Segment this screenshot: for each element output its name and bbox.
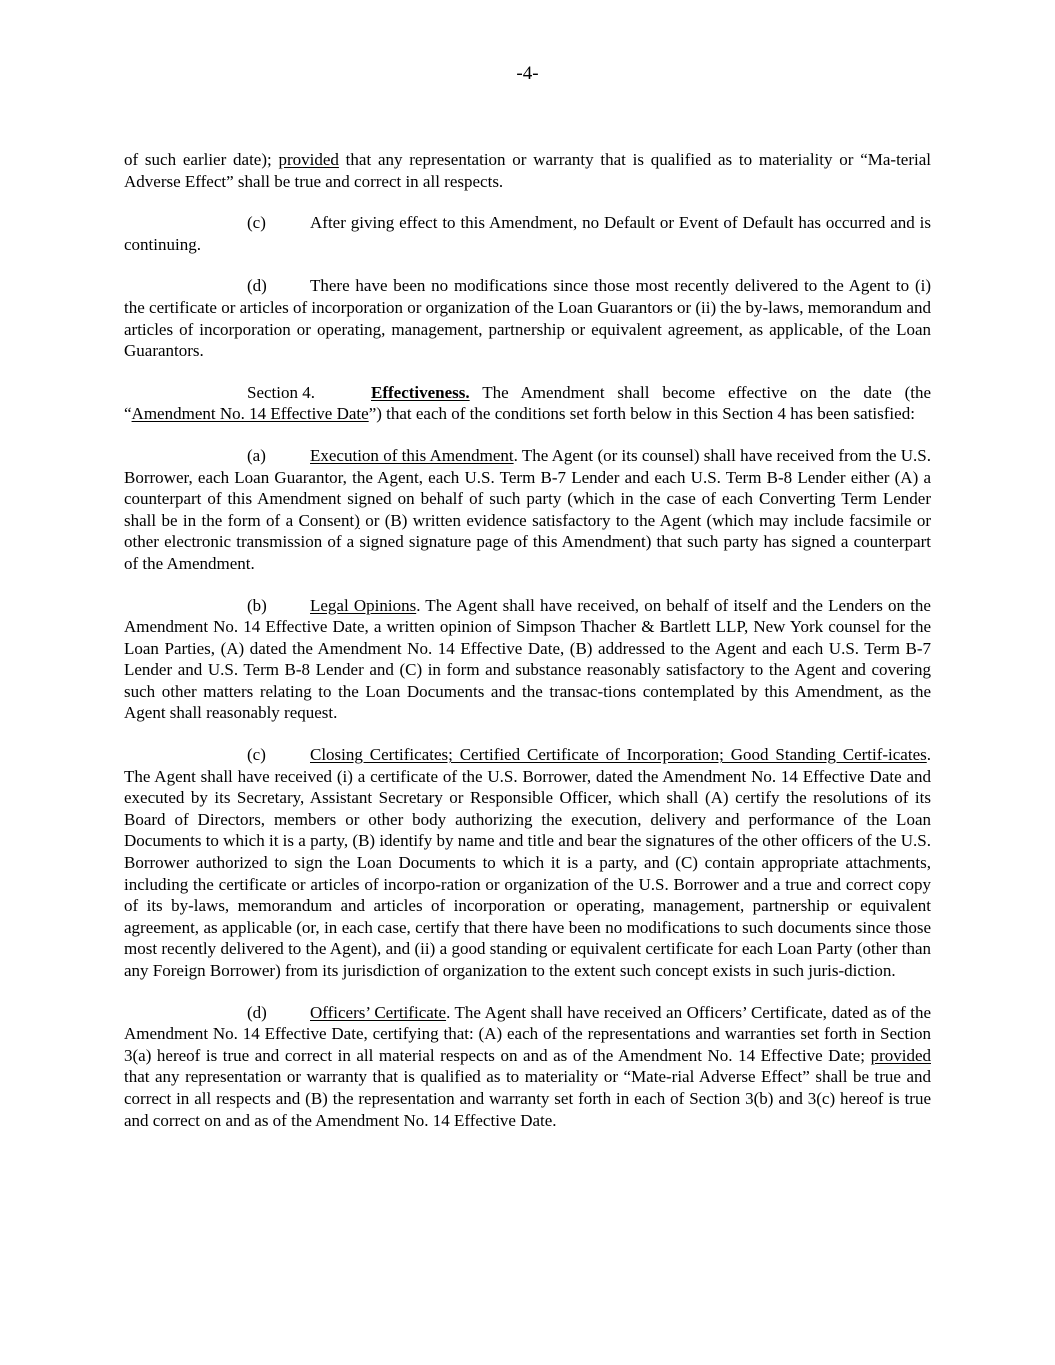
clause-text: There have been no modifications since those most recently delivered to the Agent to (i) the certificate or articles of incorporation or organization of the Loan Guarantors or (ii) the by-laws, memorandum and articles of incorporation or operating, management, partnership or equivalent agreement, as applicable, of the Loan Guarantors.: [124, 276, 931, 361]
clause-title: Closing Certificates; Certified Certificate of Incorporation; Good Standing Certif-icates: [310, 745, 927, 765]
underlined-paren: ): [354, 510, 360, 530]
paragraph-continuation: [124, 149, 931, 192]
clause-3c: [124, 212, 931, 255]
clause-text: . The Agent shall have received, on behalf of itself and the Lenders on the Amendment No. 14 Effective Date, a written opinion of Simpson Thacher & Bartlett LLP, New York counsel for the Loan Parties, (A) dated the Amendment No. 14 Effective Date, (B) addressed to the Agent and each U.S. Term B-7 Lender and U.S. Term B-8 Lender and (C) in form and substance reasonably satisfactory to the Agent and covering such other matters relating to the Loan Documents and the transac-tions contemplated by this Amendment, as the Agent shall reasonably request.: [124, 595, 931, 723]
provided-term: provided: [870, 1045, 931, 1065]
clause-marker: (c): [247, 745, 266, 765]
clause-marker: (b): [247, 595, 267, 615]
defined-term: Amendment No. 14 Effective Date: [131, 404, 369, 424]
clause-text: that any representation or warranty that is qualified as to materiality or “Mate-rial Adverse Effect” shall be true and correct in all respects and (B) the representation and warranty set forth in each of Section 3(b) and 3(c) hereof is true and correct on and as of the Amendment No. 14 Effective Date.: [124, 1067, 931, 1130]
clause-marker: (d): [247, 1002, 267, 1022]
text: of such earlier date);: [124, 150, 279, 169]
clause-text: . The Agent shall have received an Officers’ Certificate, dated as of the Amendment No. 14 Effective Date, certifying that: (A) each of the representations and warranties set forth in Section 3(a) hereof is true and correct in all material respects on and as of the Amendment No. 14 Effective Date;: [124, 1002, 931, 1065]
page-number: -4-: [516, 63, 539, 84]
clause-marker: (c): [247, 213, 266, 233]
clause-title: Execution of this Amendment: [310, 445, 514, 465]
clause-4b: [124, 595, 931, 725]
clause-text: . The Agent shall have received (i) a certificate of the U.S. Borrower, dated the Amendment No. 14 Effective Date and executed by its Secretary, Assistant Secretary or Responsible Officer, which shall (A) certify the resolutions of its Board of Directors, members or other body authorizing the execution, delivery and performance of the Loan Documents to which it is a party, (B) identify by name and title and bear the signatures of the other officers of the U.S. Borrower authorized to sign the Loan Documents to which it is a party, and (C) contain appropriate attachments, including the certificate or articles of incorpo-ration or organization of the U.S. Borrower and a true and correct copy of its by-laws, memorandum and articles of incorporation or operating, management, partnership or equivalent agreement, as applicable (or, in each case, certify that there have been no modifications to such documents since those most recently delivered to the Agent), and (ii) a good standing or equivalent certificate for each Loan Party (other than any Foreign Borrower) from its jurisdiction of organization to the extent such concept exists in such juris-diction.: [124, 745, 931, 980]
clause-4c: [124, 744, 931, 982]
section-heading: Effectiveness.: [371, 382, 470, 402]
clause-text: After giving effect to this Amendment, no Default or Event of Default has occurred and is continuing.: [124, 213, 931, 254]
document-body: [124, 149, 931, 1151]
clause-text: . The Agent (or its counsel) shall have received from the U.S. Borrower, each Loan Guarantor, the Agent, each U.S. Term B-7 Lender and each U.S. Term B-8 Lender either (A) a counterpart of this Amendment signed on behalf of such party (which in the case of each Converting Term Lender shall be in the form of a Consent: [124, 445, 932, 530]
clause-marker: (d): [247, 276, 267, 296]
provided-term: provided: [278, 150, 339, 169]
text: ”) that each of the conditions set forth below in this Section 4 has been satisfied:: [368, 404, 915, 424]
text: that any representation or warranty that is qualified as to materiality or “Ma-terial Adverse Effect” shall be true and correct in all respects.: [124, 150, 931, 191]
clause-title: Legal Opinions: [310, 595, 417, 615]
clause-marker: (a): [247, 445, 266, 465]
clause-4a: [124, 445, 931, 575]
section-label: Section 4.: [247, 382, 315, 402]
clause-3d: [124, 275, 931, 361]
text: The Amendment shall become effective on the date (the “: [124, 382, 931, 424]
clause-4d: [124, 1002, 931, 1132]
section-4: [124, 382, 931, 425]
clause-text: or (B) written evidence satisfactory to the Agent (which may include facsimile or other electronic transmission of a signed signature page of this Amendment) that such party has signed a counterpart of the Amendment.: [124, 510, 931, 573]
clause-title: Officers’ Certificate: [310, 1002, 447, 1022]
